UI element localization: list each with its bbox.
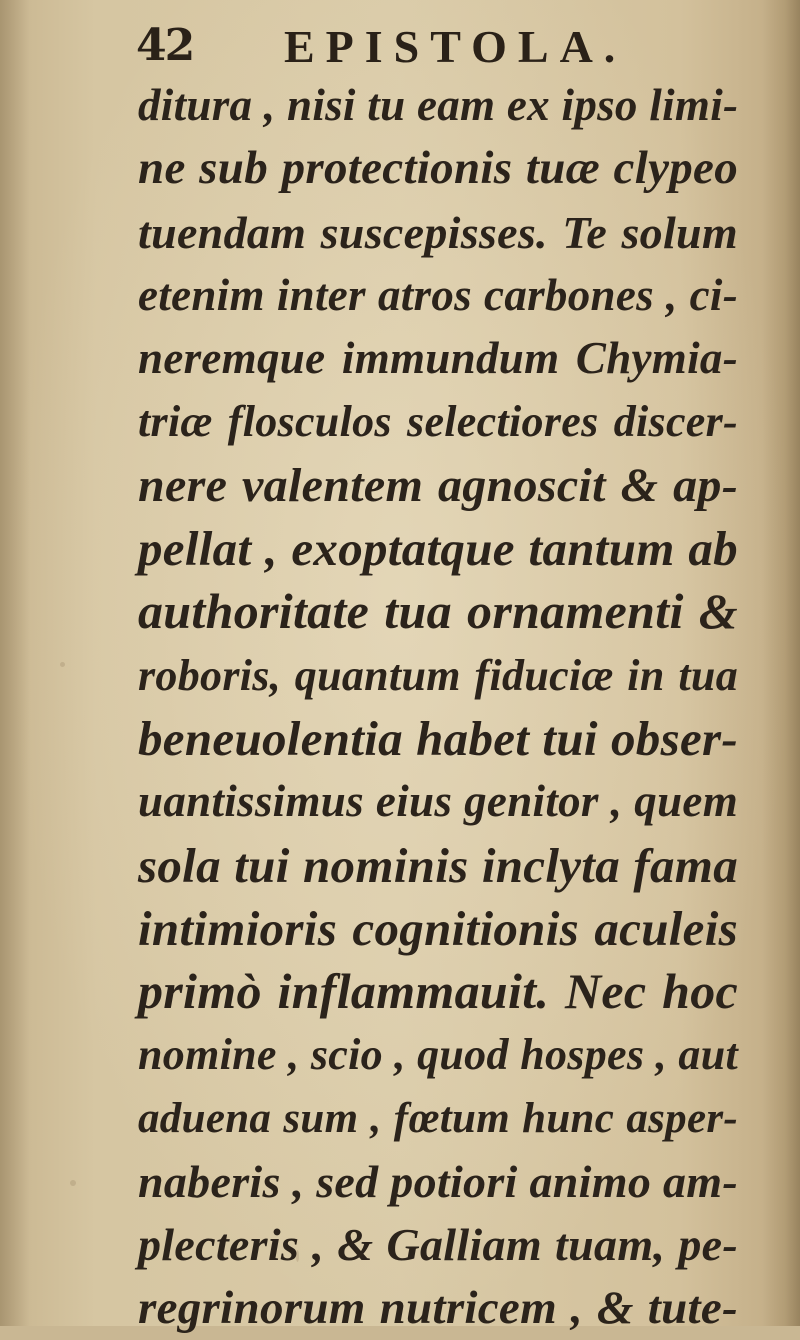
text-line: nomine , scio , quod hospes , aut: [138, 1030, 738, 1080]
text-line: pellat , exoptatque tantum ab: [138, 521, 738, 577]
text-line: neremque immundum Chymia-: [138, 333, 738, 384]
text-line: tuendam suscepisses. Te solum: [138, 206, 738, 258]
text-line: sola tui nominis inclyta fama: [138, 837, 738, 893]
page-number: 42: [136, 20, 194, 71]
text-line: ditura , nisi tu eam ex ipso limi-: [138, 80, 739, 130]
text-line: plecteris , & Galliam tuam, pe-: [138, 1219, 738, 1271]
text-line: regrinorum nutricem , & tute-: [138, 1281, 738, 1334]
text-line: intimioris cognitionis aculeis: [138, 900, 738, 956]
text-line: naberis , sed potiori animo am-: [138, 1156, 738, 1208]
page-header: [136, 14, 696, 76]
body-text: [138, 74, 738, 1340]
page-right-edge-shadow: [762, 0, 800, 1326]
text-line: triæ flosculos selectiores discer-: [138, 397, 738, 447]
running-head: EPISTOLA.: [284, 21, 627, 72]
text-line: primò inflammauit. Nec hoc: [138, 963, 738, 1020]
paper-foxing-spot: [70, 1180, 76, 1186]
text-line: authoritate tua ornamenti &: [138, 583, 738, 640]
text-line: ne sub protectionis tuæ clypeo: [138, 142, 738, 195]
text-line: uantissimus eius genitor , quem: [138, 776, 738, 827]
paper-foxing-spot: [60, 662, 65, 667]
text-line: roboris, quantum fiduciæ in tua: [138, 650, 738, 700]
text-line: etenim inter atros carbones , ci-: [138, 269, 738, 320]
text-line: nere valentem agnoscit & ap-: [138, 458, 738, 512]
text-line: aduena sum , fœtum hunc asper-: [138, 1094, 738, 1142]
text-line: beneuolentia habet tui obser-: [138, 710, 738, 766]
page-left-edge-shadow: [0, 0, 30, 1326]
